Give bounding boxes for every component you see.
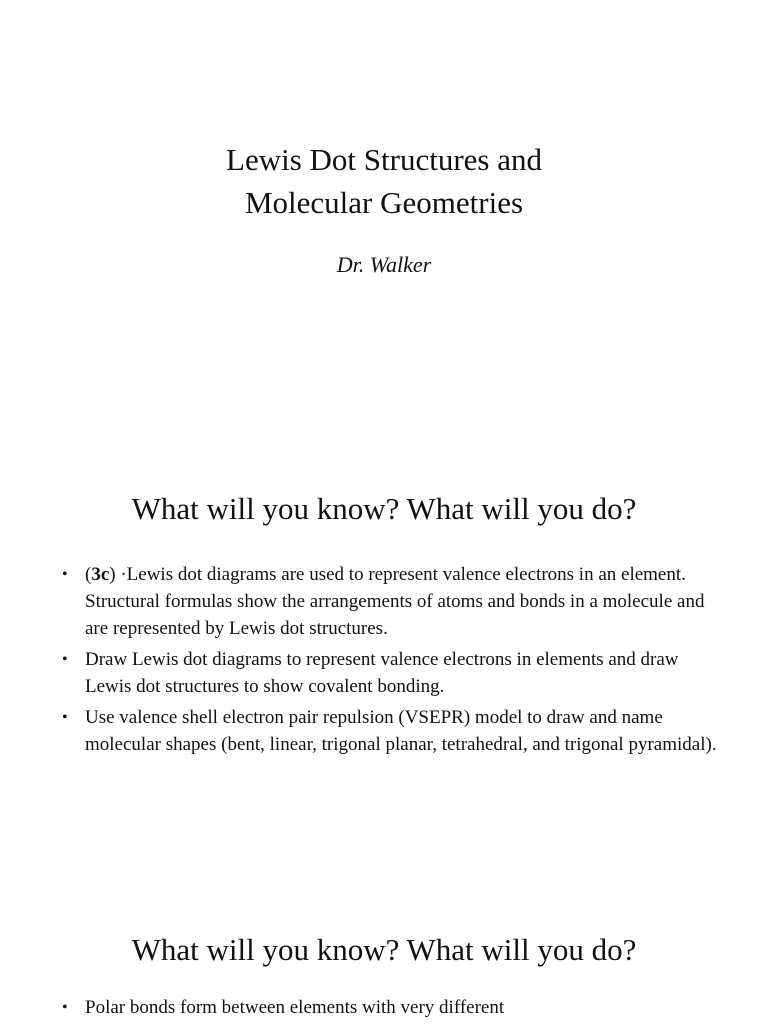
list-item: [62, 646, 722, 700]
bullet-text: Polar bonds form between elements with very different: [85, 997, 505, 1018]
standard-code: 3c: [91, 564, 110, 585]
bullet-icon: •: [62, 651, 68, 668]
bullet-icon: •: [62, 566, 68, 583]
presentation-title: [0, 138, 768, 224]
standard-prefix-open: (: [85, 564, 92, 585]
bullet-text: Use valence shell electron pair repulsion (VSEPR) model to draw and name molecular shapes (bent, linear, trigonal planar, tetrahedral, and trigonal pyramidal).: [85, 707, 717, 755]
list-item: [62, 561, 722, 642]
objectives-slide: [0, 430, 768, 850]
bullet-icon: •: [62, 709, 68, 726]
slide-heading: What will you know? What will you do?: [131, 491, 637, 526]
bullet-icon: •: [62, 999, 68, 1016]
title-slide: [0, 0, 768, 430]
bullet-list: [62, 561, 722, 762]
title-line-1: Lewis Dot Structures and: [226, 142, 542, 177]
bullet-text: Draw Lewis dot diagrams to represent valence electrons in elements and draw Lewis dot structures to show covalent bonding.: [85, 649, 679, 697]
bullet-text: Lewis dot diagrams are used to represent valence electrons in an element. Structural formulas show the arrangements of atoms and bonds in a molecule and are represented by Lewis dot structures.: [85, 564, 705, 639]
bullet-list: [62, 994, 722, 1025]
list-item: [62, 994, 722, 1021]
title-line-2: Molecular Geometries: [244, 185, 524, 220]
list-item: [62, 704, 722, 758]
standard-prefix-close: ) ·: [109, 564, 127, 585]
slide-heading: What will you know? What will you do?: [131, 932, 637, 967]
author-name: Dr. Walker: [336, 252, 432, 277]
objectives-slide-continued: [0, 850, 768, 1024]
